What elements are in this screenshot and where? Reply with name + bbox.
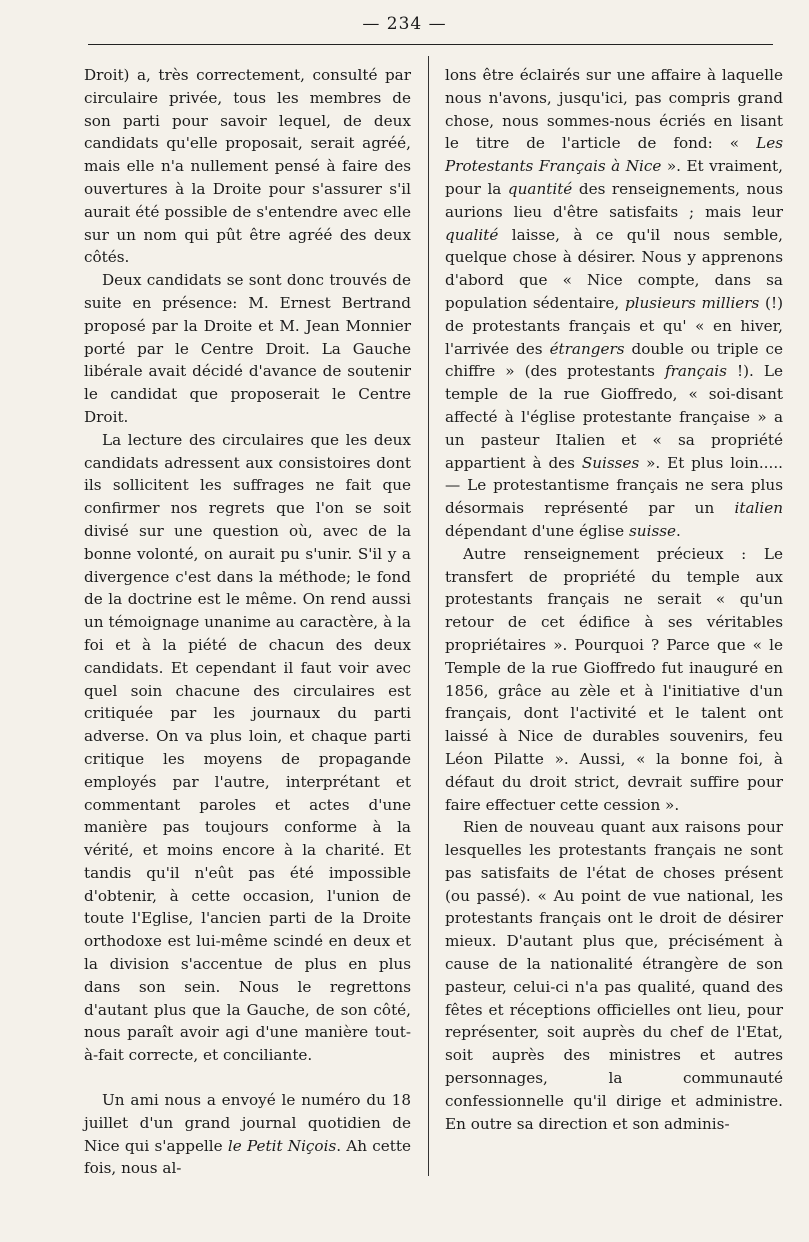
text-run: . bbox=[676, 521, 681, 540]
paragraph: Deux candidats se sont donc trouvés de suite en présence: M. Ernest Bertrand proposé par la Droite et M. Jean Monnier porté par le Centre Droit. La Gauche libérale avait décidé d'avance de soutenir le candidat que proposerait le Centre Droit. bbox=[84, 271, 411, 426]
article-title: Les Protestants Français à Nice bbox=[445, 134, 783, 176]
emphasis: qualité bbox=[445, 225, 499, 244]
text-run: double ou triple ce chiffre » (des protestants bbox=[445, 339, 783, 381]
emphasis: suisse bbox=[629, 521, 677, 540]
text-run: laisse, à ce qu'il nous semble, quelque chose à désirer. Nous y apprenons d'abord que « Nice compte, dans sa population sédentaire, bbox=[445, 225, 783, 312]
text-run: (!) de protestants français et qu' « en hiver, l'arrivée des bbox=[445, 293, 784, 358]
emphasis: étrangers bbox=[549, 339, 625, 358]
text-run: ». Et plus loin..... — Le protestantisme français ne sera plus désormais représenté par un bbox=[445, 453, 783, 518]
column-divider bbox=[428, 56, 429, 1176]
page-number: — 234 — bbox=[362, 14, 447, 34]
emphasis: français bbox=[665, 362, 727, 381]
paragraph: Droit) a, très correctement, consulté par circulaire privée, tous les membres de son parti pour savoir lequel, de deux candidats qu'elle proposait, serait agréé, mais elle n'a nullement pensé à faire des ouvertures à la Droite pour s'assurer s'il aurait été possible de s'entendre avec elle sur un nom qui pût être agréé des deux côtés. bbox=[84, 66, 411, 267]
paragraph bbox=[84, 1089, 411, 1180]
text-run: dépendant d'une église bbox=[445, 521, 630, 540]
text-run: ». Et vraiment, pour la bbox=[445, 157, 783, 198]
emphasis: quantité bbox=[507, 179, 573, 198]
paragraph: La lecture des circulaires que les deux candidats adressent aux consistoires dont ils sollicitent les suffrages ne fait que confirmer nos regrets que l'on se soit divisé sur une question où, avec de la bonne volonté, on aurait pu s'unir. S'il y a divergence c'est dans la méthode; le fond de la doctrine est le même. On rend aussi un témoignage unanime au caractère, à la foi et à la piété de chacun des deux candidats. Et cependant il faut voir avec quel soin chacune des circulaires est critiquée par les journaux du parti adverse. On va plus loin, et chaque parti critique les moyens de propagande employés par l'autre, interprétant et commentant paroles et actes d'une manière pas toujours conforme à la vérité, et moins encore à la charité. Et tandis qu'il n'eût pas été impossible d'obtenir, à cette occasion, l'union de toute l'Eglise, l'ancien parti de la Droite orthodoxe est lui-même scindé en deux et la division s'accentue de plus en plus dans son sein. Nous le regrettons d'autant plus que la Gauche, de son côté, nous paraît avoir agi d'une manière tout-à-fait correcte, et conciliante. bbox=[84, 430, 411, 1065]
header-rule bbox=[88, 44, 773, 45]
text-run: !). Le temple de la rue Gioffredo, « soi-disant affecté à l'église protestante française » a un pasteur Italien et « sa propriété appartient à des bbox=[445, 362, 783, 472]
emphasis: Suisses bbox=[581, 453, 640, 472]
right-column bbox=[445, 64, 783, 1135]
text-run: . Ah cette fois, nous al- bbox=[84, 1136, 411, 1178]
emphasis: plusieurs milliers bbox=[624, 293, 760, 312]
paragraph: Autre renseignement précieux : Le transfert de propriété du temple aux protestants français ne serait « qu'un retour de cet édifice à ses véritables propriétaires ». Pourquoi ? Parce que « le Temple de la rue Gioffredo fut inauguré en 1856, grâce au zèle et à l'initiative d'un français, dont l'activité et le talent ont laissé à Nice de durables souvenirs, feu Léon Pilatte ». Aussi, « la bonne foi, à défaut du droit strict, devrait suffire pour faire effectuer cette cession ». bbox=[445, 544, 783, 814]
text-run: Un ami nous a envoyé le numéro du 18 juillet d'un grand journal quotidien de Nice qui s'appelle bbox=[84, 1091, 411, 1155]
left-column bbox=[84, 64, 411, 1180]
text-run: lons être éclairés sur une affaire à laquelle nous n'avons, jusqu'ici, pas compris grand chose, nous sommes-nous écriés en lisant le titre de l'article de fond: « bbox=[445, 66, 783, 153]
paragraph: Rien de nouveau quant aux raisons pour lesquelles les protestants français ne sont pas satisfaits de l'état de choses présent (ou passé). « Au point de vue national, les protestants français ont le droit de désirer mieux. D'autant plus que, précisément à cause de la nationalité étrangère de son pasteur, celui-ci n'a pas qualité, quand des fêtes et réceptions officielles ont lieu, pour représenter, soit auprès du chef de l'Etat, soit auprès des ministres et autres personnages, la communauté confessionnelle qu'il dirige et administre. En outre sa direction et son adminis- bbox=[445, 818, 783, 1133]
emphasis: italien bbox=[734, 499, 783, 518]
paragraph bbox=[445, 64, 783, 543]
newspaper-title: le Petit Niçois bbox=[227, 1136, 337, 1155]
text-run: des renseignements, nous aurions lieu d'être satisfaits ; mais leur bbox=[445, 179, 783, 221]
